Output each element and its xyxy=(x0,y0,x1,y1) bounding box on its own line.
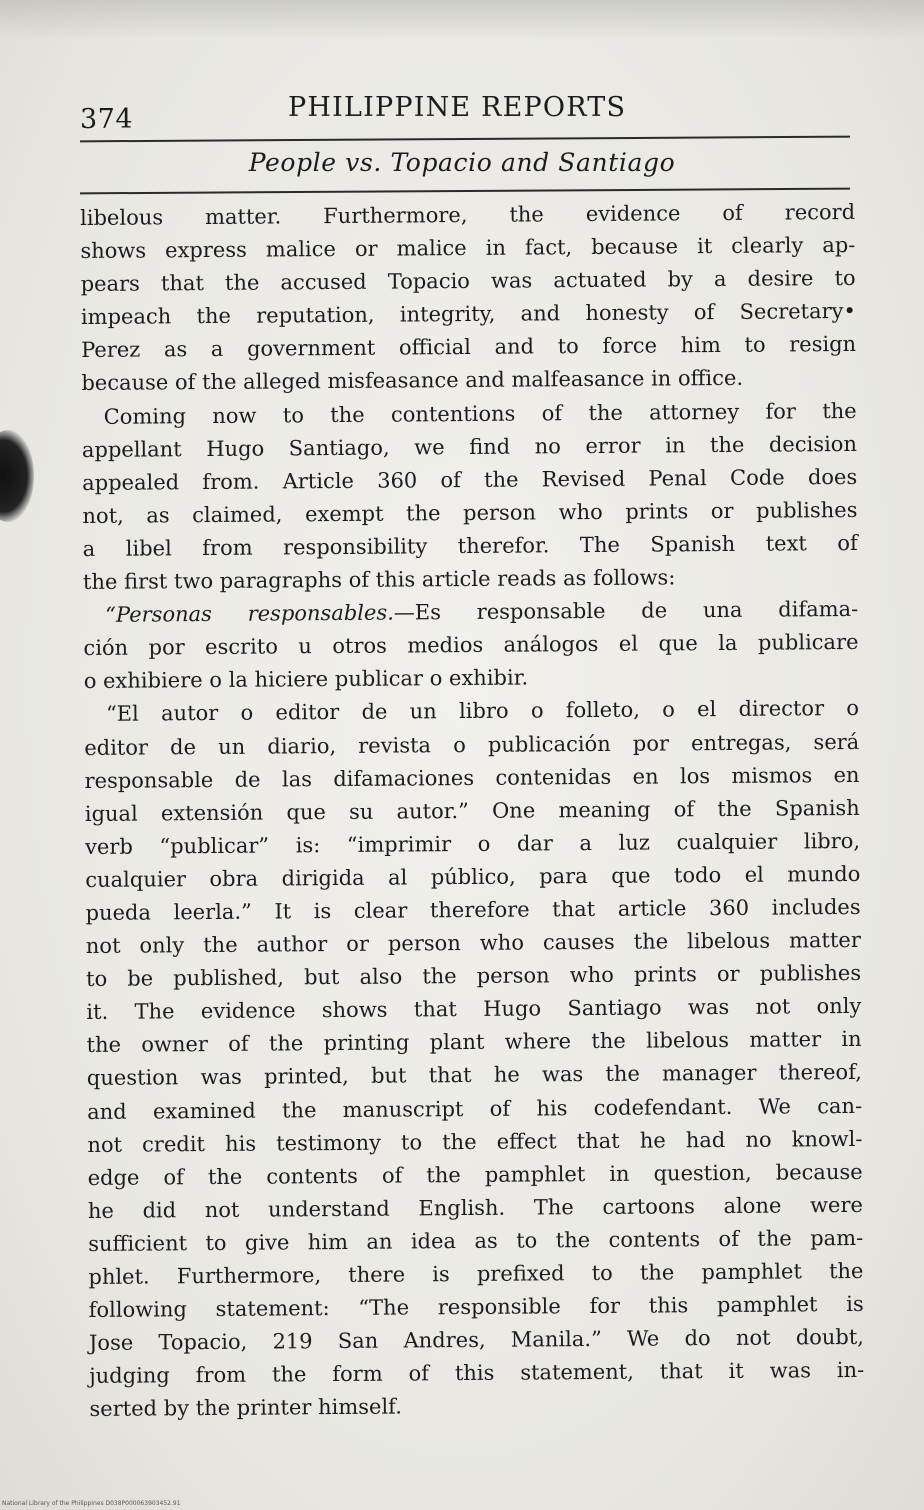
text-line: impeach the reputation, integrity, and honesty of Secretary• xyxy=(80,299,856,330)
text-line: igual extensión que su autor.” One meaning of the Spanish xyxy=(84,795,860,826)
text-line: Jose Topacio, 219 San Andres, Manila.” We do not doubt, xyxy=(88,1325,865,1356)
text-line: the first two paragraphs of this article reads as follows: xyxy=(82,565,676,595)
case-title: People vs. Topacio and Santiago xyxy=(248,148,676,177)
text-line: a libel from responsibility therefor. The Spanish text of xyxy=(82,530,858,561)
body-text xyxy=(80,196,865,1427)
text-line: edge of the contents of the pamphlet in question, because xyxy=(87,1159,863,1190)
text-line: editor de un diario, revista o publicación por entregas, será xyxy=(84,729,860,760)
text-line: he did not understand English. The cartoons alone were xyxy=(87,1192,863,1223)
paragraph-3-quote xyxy=(83,593,859,698)
text-line: appealed from. Article 360 of the Revised Penal Code does xyxy=(82,464,858,495)
text-line: to be published, but also the person who prints or publishes xyxy=(86,961,862,992)
page-header xyxy=(80,86,850,135)
text-line: responsable de las difamaciones contenidas en los mismos en xyxy=(84,762,860,793)
scan-blot xyxy=(0,430,34,522)
text-line: pears that the accused Topacio was actuated by a desire to xyxy=(80,266,856,297)
page-number: 374 xyxy=(80,104,134,135)
text-line: Perez as a government official and to force him to resign xyxy=(81,332,857,363)
text-line: serted by the printer himself. xyxy=(89,1394,402,1422)
text-run: —Es responsable de una difama- xyxy=(393,597,859,625)
text-line: and examined the manuscript of his codefendant. We can- xyxy=(87,1093,863,1124)
paragraph-1 xyxy=(80,196,857,401)
library-stamp: National Library of the Philippines D038P000063903452.91 xyxy=(2,1500,181,1507)
text-line: pueda leerla.” It is clear therefore that article 360 includes xyxy=(85,894,861,925)
text-line: not, as claimed, exempt the person who prints or publishes xyxy=(82,497,858,528)
text-line: o exhibiere o la hiciere publicar o exhibir. xyxy=(83,665,529,694)
text-line: the owner of the printing plant where the libelous matter in xyxy=(86,1027,862,1058)
case-title-rule xyxy=(80,188,850,195)
text-line: verb “publicar” is: “imprimir o dar a luz cualquier libro, xyxy=(84,828,861,859)
paragraph-2 xyxy=(82,394,859,599)
text-line: Coming now to the contentions of the attorney for the xyxy=(103,398,857,429)
header-rule xyxy=(80,136,850,143)
text-line: phlet. Furthermore, there is prefixed to the pamphlet the xyxy=(88,1258,864,1289)
text-line: not only the author or person who causes the libelous matter xyxy=(85,927,861,959)
text-line: question was printed, but that he was the manager thereof, xyxy=(86,1060,862,1091)
scan-shadow xyxy=(0,0,924,40)
text-line: appellant Hugo Santiago, we find no error in the decision xyxy=(81,431,858,462)
text-line: it. The evidence shows that Hugo Santiago was not only xyxy=(86,994,862,1025)
text-line: sufficient to give him an idea as to the contents of the pam- xyxy=(88,1225,864,1256)
text-line: shows express malice or malice in fact, because it clearly ap- xyxy=(80,233,856,264)
text-line: ción por escrito u otros medios análogos el que la publicare xyxy=(83,630,859,661)
text-line: judging from the form of this statement, that it was in- xyxy=(89,1358,865,1389)
text-line: libelous matter. Furthermore, the evidence of record xyxy=(80,199,856,230)
text-line: cualquier obra dirigida al público, para que todo el mundo xyxy=(85,861,861,892)
italic-heading: “Personas responsables. xyxy=(105,600,394,627)
text-line: not credit his testimony to the effect that he had no knowl- xyxy=(87,1126,863,1157)
text-line: “El autor o editor de un libro o folleto, o el director o xyxy=(105,696,860,727)
running-title: PHILIPPINE REPORTS xyxy=(288,92,627,123)
text-line: following statement: “The responsible for this pamphlet is xyxy=(88,1291,864,1323)
text-line: because of the alleged misfeasance and malfeasance in office. xyxy=(81,366,744,396)
paragraph-4 xyxy=(84,692,865,1426)
